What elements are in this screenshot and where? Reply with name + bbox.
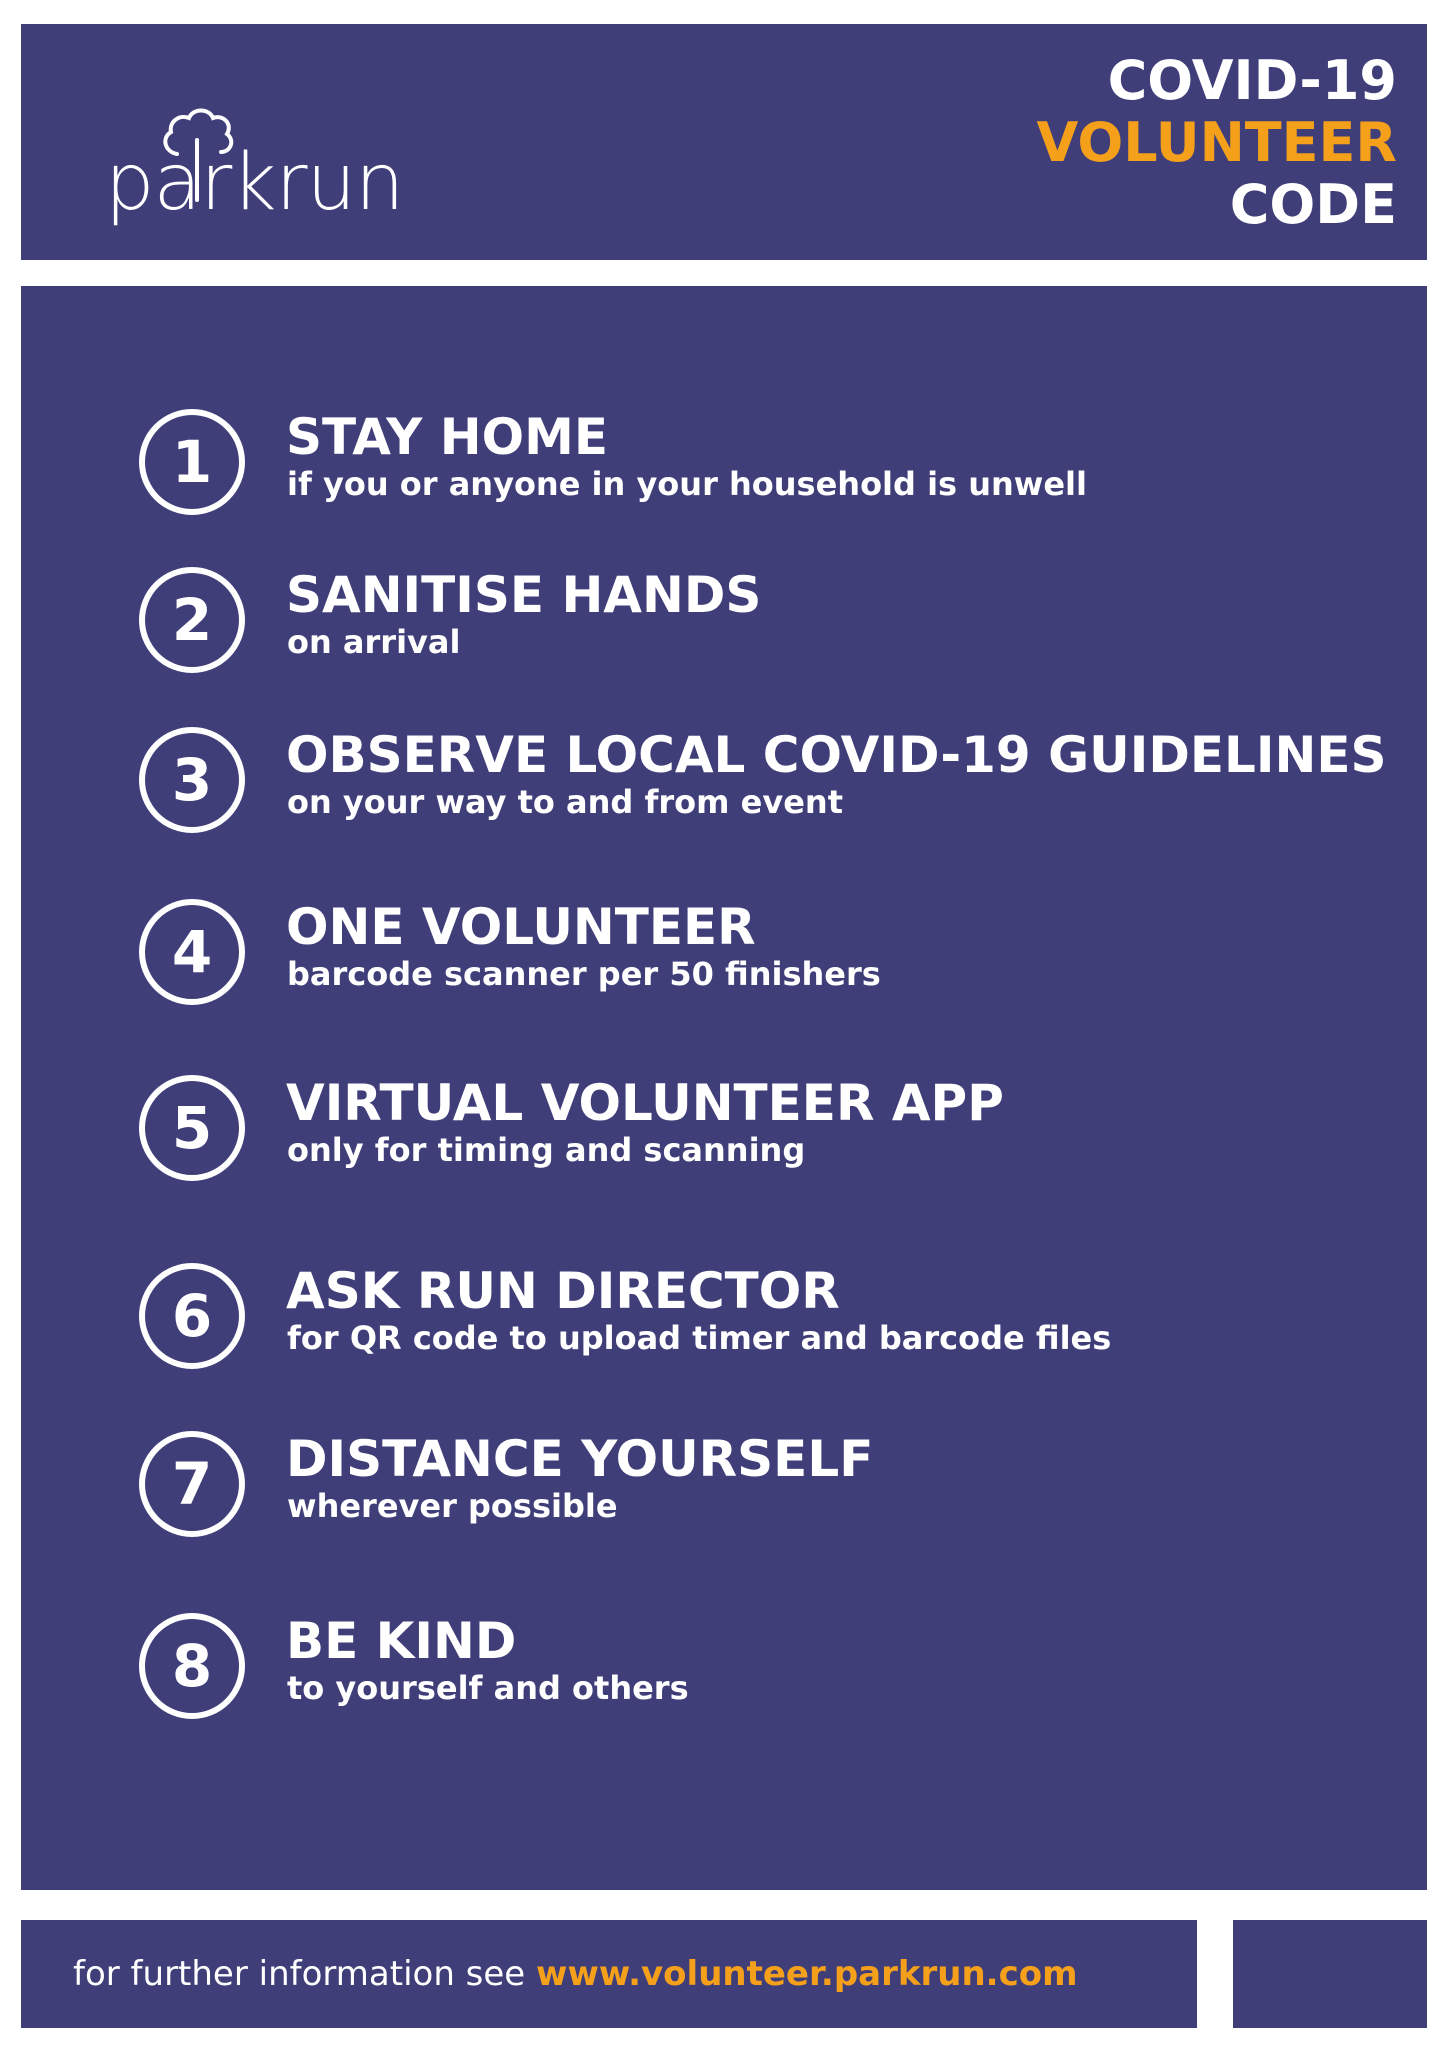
number-circle: 8	[139, 1613, 245, 1719]
rule-subtitle: on arrival	[287, 623, 461, 661]
rule-title: DISTANCE YOURSELF	[286, 1430, 874, 1488]
rule-title: BE KIND	[286, 1612, 517, 1670]
rule-title: STAY HOME	[286, 408, 609, 466]
rule-item	[139, 409, 1399, 515]
rules-panel	[21, 286, 1427, 1890]
rule-subtitle: on your way to and from event	[287, 783, 843, 821]
rule-title: ASK RUN DIRECTOR	[286, 1262, 840, 1320]
number-circle: 1	[139, 409, 245, 515]
title-line-volunteer: VOLUNTEER	[1036, 111, 1397, 174]
number-circle: 4	[139, 899, 245, 1005]
rule-subtitle: to yourself and others	[287, 1669, 689, 1707]
rule-title: ONE VOLUNTEER	[286, 898, 756, 956]
rule-item	[139, 1263, 1399, 1369]
rule-subtitle: for QR code to upload timer and barcode files	[287, 1319, 1112, 1357]
rule-title: VIRTUAL VOLUNTEER APP	[286, 1074, 1004, 1132]
number-circle: 5	[139, 1075, 245, 1181]
title-line-covid: COVID-19	[1107, 49, 1397, 112]
rule-subtitle: barcode scanner per 50 finishers	[287, 955, 881, 993]
rule-subtitle: wherever possible	[287, 1487, 618, 1525]
rule-subtitle: if you or anyone in your household is unwell	[287, 465, 1087, 503]
footer-corner-block	[1233, 1920, 1427, 2028]
rule-item	[139, 727, 1399, 833]
rule-title: OBSERVE LOCAL COVID-19 GUIDELINES	[286, 726, 1387, 784]
number-circle: 6	[139, 1263, 245, 1369]
rule-item	[139, 1075, 1399, 1181]
rule-title: SANITISE HANDS	[286, 566, 762, 624]
rule-item	[139, 1431, 1399, 1537]
rule-subtitle: only for timing and scanning	[287, 1131, 806, 1169]
footer-label: for further information see	[73, 1954, 537, 1994]
footer-panel	[21, 1920, 1197, 2028]
number-circle: 7	[139, 1431, 245, 1537]
rule-item	[139, 899, 1399, 1005]
number-circle: 3	[139, 727, 245, 833]
volunteer-link[interactable]: www.volunteer.parkrun.com	[536, 1954, 1078, 1994]
logo-text: parkrun	[105, 138, 404, 228]
page-title	[1037, 50, 1397, 236]
rule-item	[139, 1613, 1399, 1719]
number-circle: 2	[139, 567, 245, 673]
parkrun-logo	[85, 82, 404, 242]
rule-item	[139, 567, 1399, 673]
footer-text	[73, 1954, 1078, 1994]
header-panel	[21, 24, 1427, 260]
title-line-code: CODE	[1229, 173, 1397, 236]
